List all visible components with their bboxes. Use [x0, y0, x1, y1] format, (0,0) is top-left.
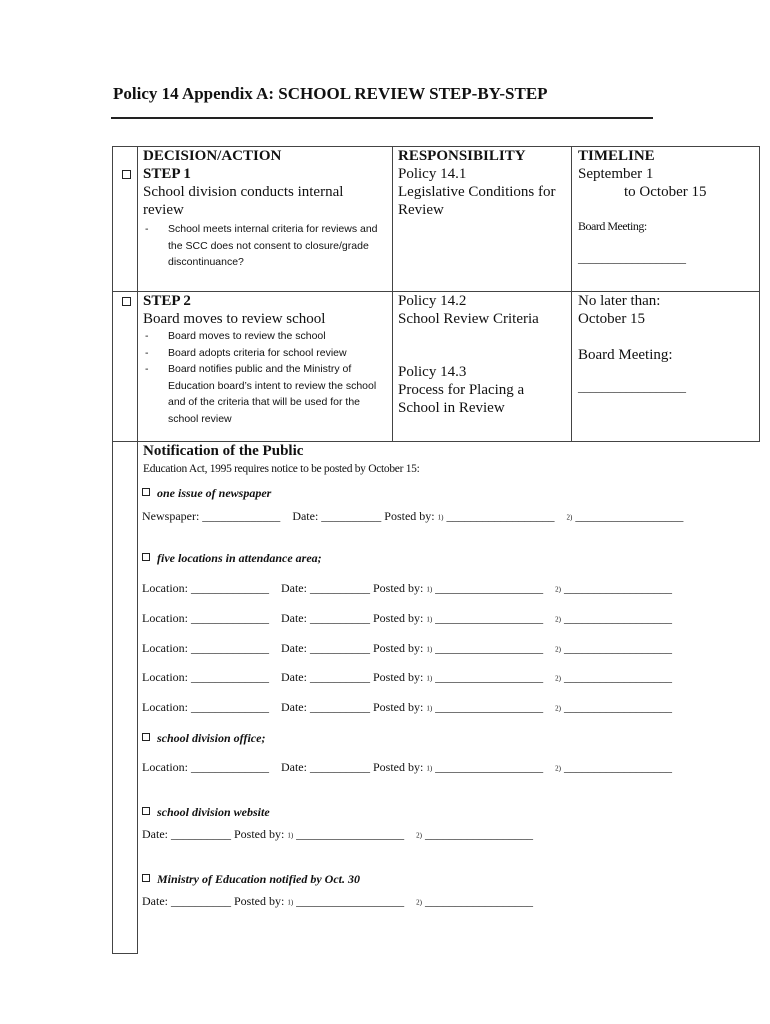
step2-decision [143, 292, 388, 427]
poster-2-field[interactable]: __________________ [564, 611, 672, 625]
step2-board-meeting-label: Board Meeting: [578, 347, 673, 363]
step1-board-meeting-blank[interactable]: __________________ [578, 251, 686, 265]
poster-2-number: 2) [555, 764, 561, 773]
website-checkbox[interactable] [142, 807, 150, 815]
location-field[interactable]: Location: _____________ [142, 581, 269, 595]
website-label: school division website [157, 805, 270, 819]
step1-responsibility [398, 165, 568, 219]
location-row [142, 611, 672, 626]
poster-1-number: 1) [426, 764, 433, 773]
step1-board-meeting-label: Board Meeting: [578, 219, 647, 233]
ministry-option[interactable] [142, 872, 360, 887]
date-posted-field[interactable]: Date: __________ Posted by: [280, 760, 424, 774]
location-field[interactable]: Location: _____________ [142, 611, 269, 625]
locations-option[interactable] [142, 551, 322, 566]
poster-1-field[interactable]: __________________ [435, 611, 544, 625]
step1-bullets [143, 221, 383, 271]
date-posted-field[interactable]: Date: __________ Posted by: [280, 611, 424, 625]
location-row [142, 760, 672, 775]
step2-bullet: - Board moves to review the school [143, 328, 388, 345]
location-row [142, 581, 672, 596]
step1-description: School division conducts internal review [143, 184, 344, 218]
step2-timeline [578, 292, 758, 396]
poster-2-field[interactable]: __________________ [564, 700, 672, 714]
poster-1-number: 1) [426, 674, 433, 683]
office-checkbox[interactable] [142, 733, 150, 741]
location-field[interactable]: Location: _____________ [142, 641, 269, 655]
table-border-right [759, 146, 760, 442]
step2-policy-b-name: Process for Placing a School in Review [398, 382, 525, 416]
step1-bullet: - School meets internal criteria for reviews and the SCC does not consent to closure/grade discontinuance? [143, 221, 383, 271]
poster-2-field[interactable]: __________________ [564, 670, 672, 684]
title-rule [111, 117, 653, 119]
newspaper-option[interactable] [142, 486, 271, 501]
office-option[interactable] [142, 731, 265, 746]
poster-2-field[interactable]: __________________ [425, 894, 534, 908]
poster-2-field[interactable]: __________________ [564, 760, 672, 774]
location-field[interactable]: Location: _____________ [142, 700, 269, 714]
table-border-bottom [112, 953, 138, 954]
location-row [142, 641, 672, 656]
step1-timeline-end: to October 15 [624, 184, 707, 200]
poster-2-number: 2) [555, 585, 561, 594]
newspaper-label: one issue of newspaper [157, 486, 272, 500]
date-posted-field[interactable]: Date: __________ Posted by: [280, 700, 424, 714]
poster-1-number: 1) [437, 513, 444, 522]
poster-2-field[interactable]: __________________ [425, 827, 534, 841]
newspaper-row [142, 509, 683, 524]
poster-1-field[interactable]: __________________ [435, 760, 544, 774]
header-timeline: TIMELINE [578, 148, 655, 164]
poster-1-field[interactable]: __________________ [435, 581, 544, 595]
step2-policy-a-number: Policy 14.2 [398, 293, 467, 309]
checkbox-column-divider [137, 146, 138, 954]
poster-1-number: 1) [426, 585, 433, 594]
step1-checkbox[interactable] [122, 170, 131, 179]
step2-board-meeting-blank[interactable]: __________________ [578, 380, 686, 394]
step2-bullet: - Board notifies public and the Ministry of Education board’s intent to review the school and of the criteria that will be used for the school review [143, 361, 388, 427]
poster-1-field[interactable]: __________________ [435, 670, 544, 684]
step1-timeline-start: September 1 [578, 166, 654, 182]
step2-bullet: - Board adopts criteria for school review [143, 345, 388, 362]
website-option[interactable] [142, 805, 270, 820]
location-row [142, 700, 672, 715]
poster-1-number: 1) [287, 831, 294, 840]
step1-timeline [578, 165, 758, 267]
poster-1-number: 1) [426, 645, 433, 654]
date-posted-field[interactable]: Date: __________ Posted by: [142, 894, 285, 908]
poster-1-field[interactable]: __________________ [435, 700, 544, 714]
poster-1-number: 1) [426, 615, 433, 624]
poster-2-field[interactable]: __________________ [575, 509, 684, 523]
step2-policy-b-number: Policy 14.3 [398, 364, 467, 380]
notification-subheading: Education Act, 1995 requires notice to be posted by October 15: [143, 463, 420, 475]
responsibility-column-divider [392, 146, 393, 442]
ministry-row [142, 894, 533, 909]
poster-1-field[interactable]: __________________ [435, 641, 544, 655]
date-posted-field[interactable]: Date: __________ Posted by: [142, 827, 285, 841]
date-posted-field[interactable]: Date: __________ Posted by: [280, 641, 424, 655]
header-responsibility: RESPONSIBILITY [398, 148, 526, 164]
poster-2-number: 2) [416, 831, 423, 840]
newspaper-field[interactable]: Newspaper: _____________ [142, 509, 281, 523]
location-field[interactable]: Location: _____________ [142, 760, 269, 774]
step2-responsibility [398, 292, 568, 417]
poster-1-number: 1) [287, 898, 294, 907]
table-border-left [112, 146, 113, 954]
poster-1-number: 1) [426, 704, 433, 713]
poster-2-number: 2) [555, 615, 561, 624]
location-row [142, 670, 672, 685]
poster-2-field[interactable]: __________________ [564, 581, 672, 595]
step2-checkbox[interactable] [122, 297, 131, 306]
step2-bullets [143, 328, 388, 427]
location-field[interactable]: Location: _____________ [142, 670, 269, 684]
date-posted-field[interactable]: Date: __________ Posted by: [280, 670, 424, 684]
header-decision: DECISION/ACTION [143, 148, 282, 164]
poster-1-field[interactable]: __________________ [446, 509, 555, 523]
poster-2-number: 2) [566, 513, 573, 522]
step2-label: STEP 2 [143, 293, 191, 309]
timeline-column-divider [571, 146, 572, 442]
poster-2-number: 2) [555, 674, 561, 683]
date-posted-field[interactable]: Date: __________ Posted by: [292, 509, 435, 523]
ministry-label: Ministry of Education notified by Oct. 30 [157, 872, 361, 886]
website-row [142, 827, 533, 842]
newspaper-checkbox[interactable] [142, 488, 150, 496]
step1-decision [143, 165, 383, 271]
date-posted-field[interactable]: Date: __________ Posted by: [280, 581, 424, 595]
poster-2-number: 2) [555, 704, 561, 713]
step2-description: Board moves to review school [143, 311, 326, 327]
office-label: school division office; [157, 731, 266, 745]
step1-policy-name: Legislative Conditions for Review [398, 184, 556, 218]
poster-2-number: 2) [555, 645, 561, 654]
document-title: Policy 14 Appendix A: SCHOOL REVIEW STEP-BY-STEP [113, 84, 548, 103]
review-table [112, 146, 760, 954]
step2-timeline-end: October 15 [578, 311, 646, 327]
poster-2-field[interactable]: __________________ [564, 641, 672, 655]
step1-label: STEP 1 [143, 166, 191, 182]
poster-1-field[interactable]: __________________ [296, 827, 405, 841]
locations-checkbox[interactable] [142, 553, 150, 561]
poster-1-field[interactable]: __________________ [296, 894, 405, 908]
step2-policy-a-name: School Review Criteria [398, 311, 539, 327]
notification-heading: Notification of the Public [143, 443, 304, 459]
step1-policy-number: Policy 14.1 [398, 166, 467, 182]
poster-2-number: 2) [416, 898, 423, 907]
step2-timeline-start: No later than: [578, 293, 661, 309]
locations-label: five locations in attendance area; [157, 551, 322, 565]
ministry-checkbox[interactable] [142, 874, 150, 882]
